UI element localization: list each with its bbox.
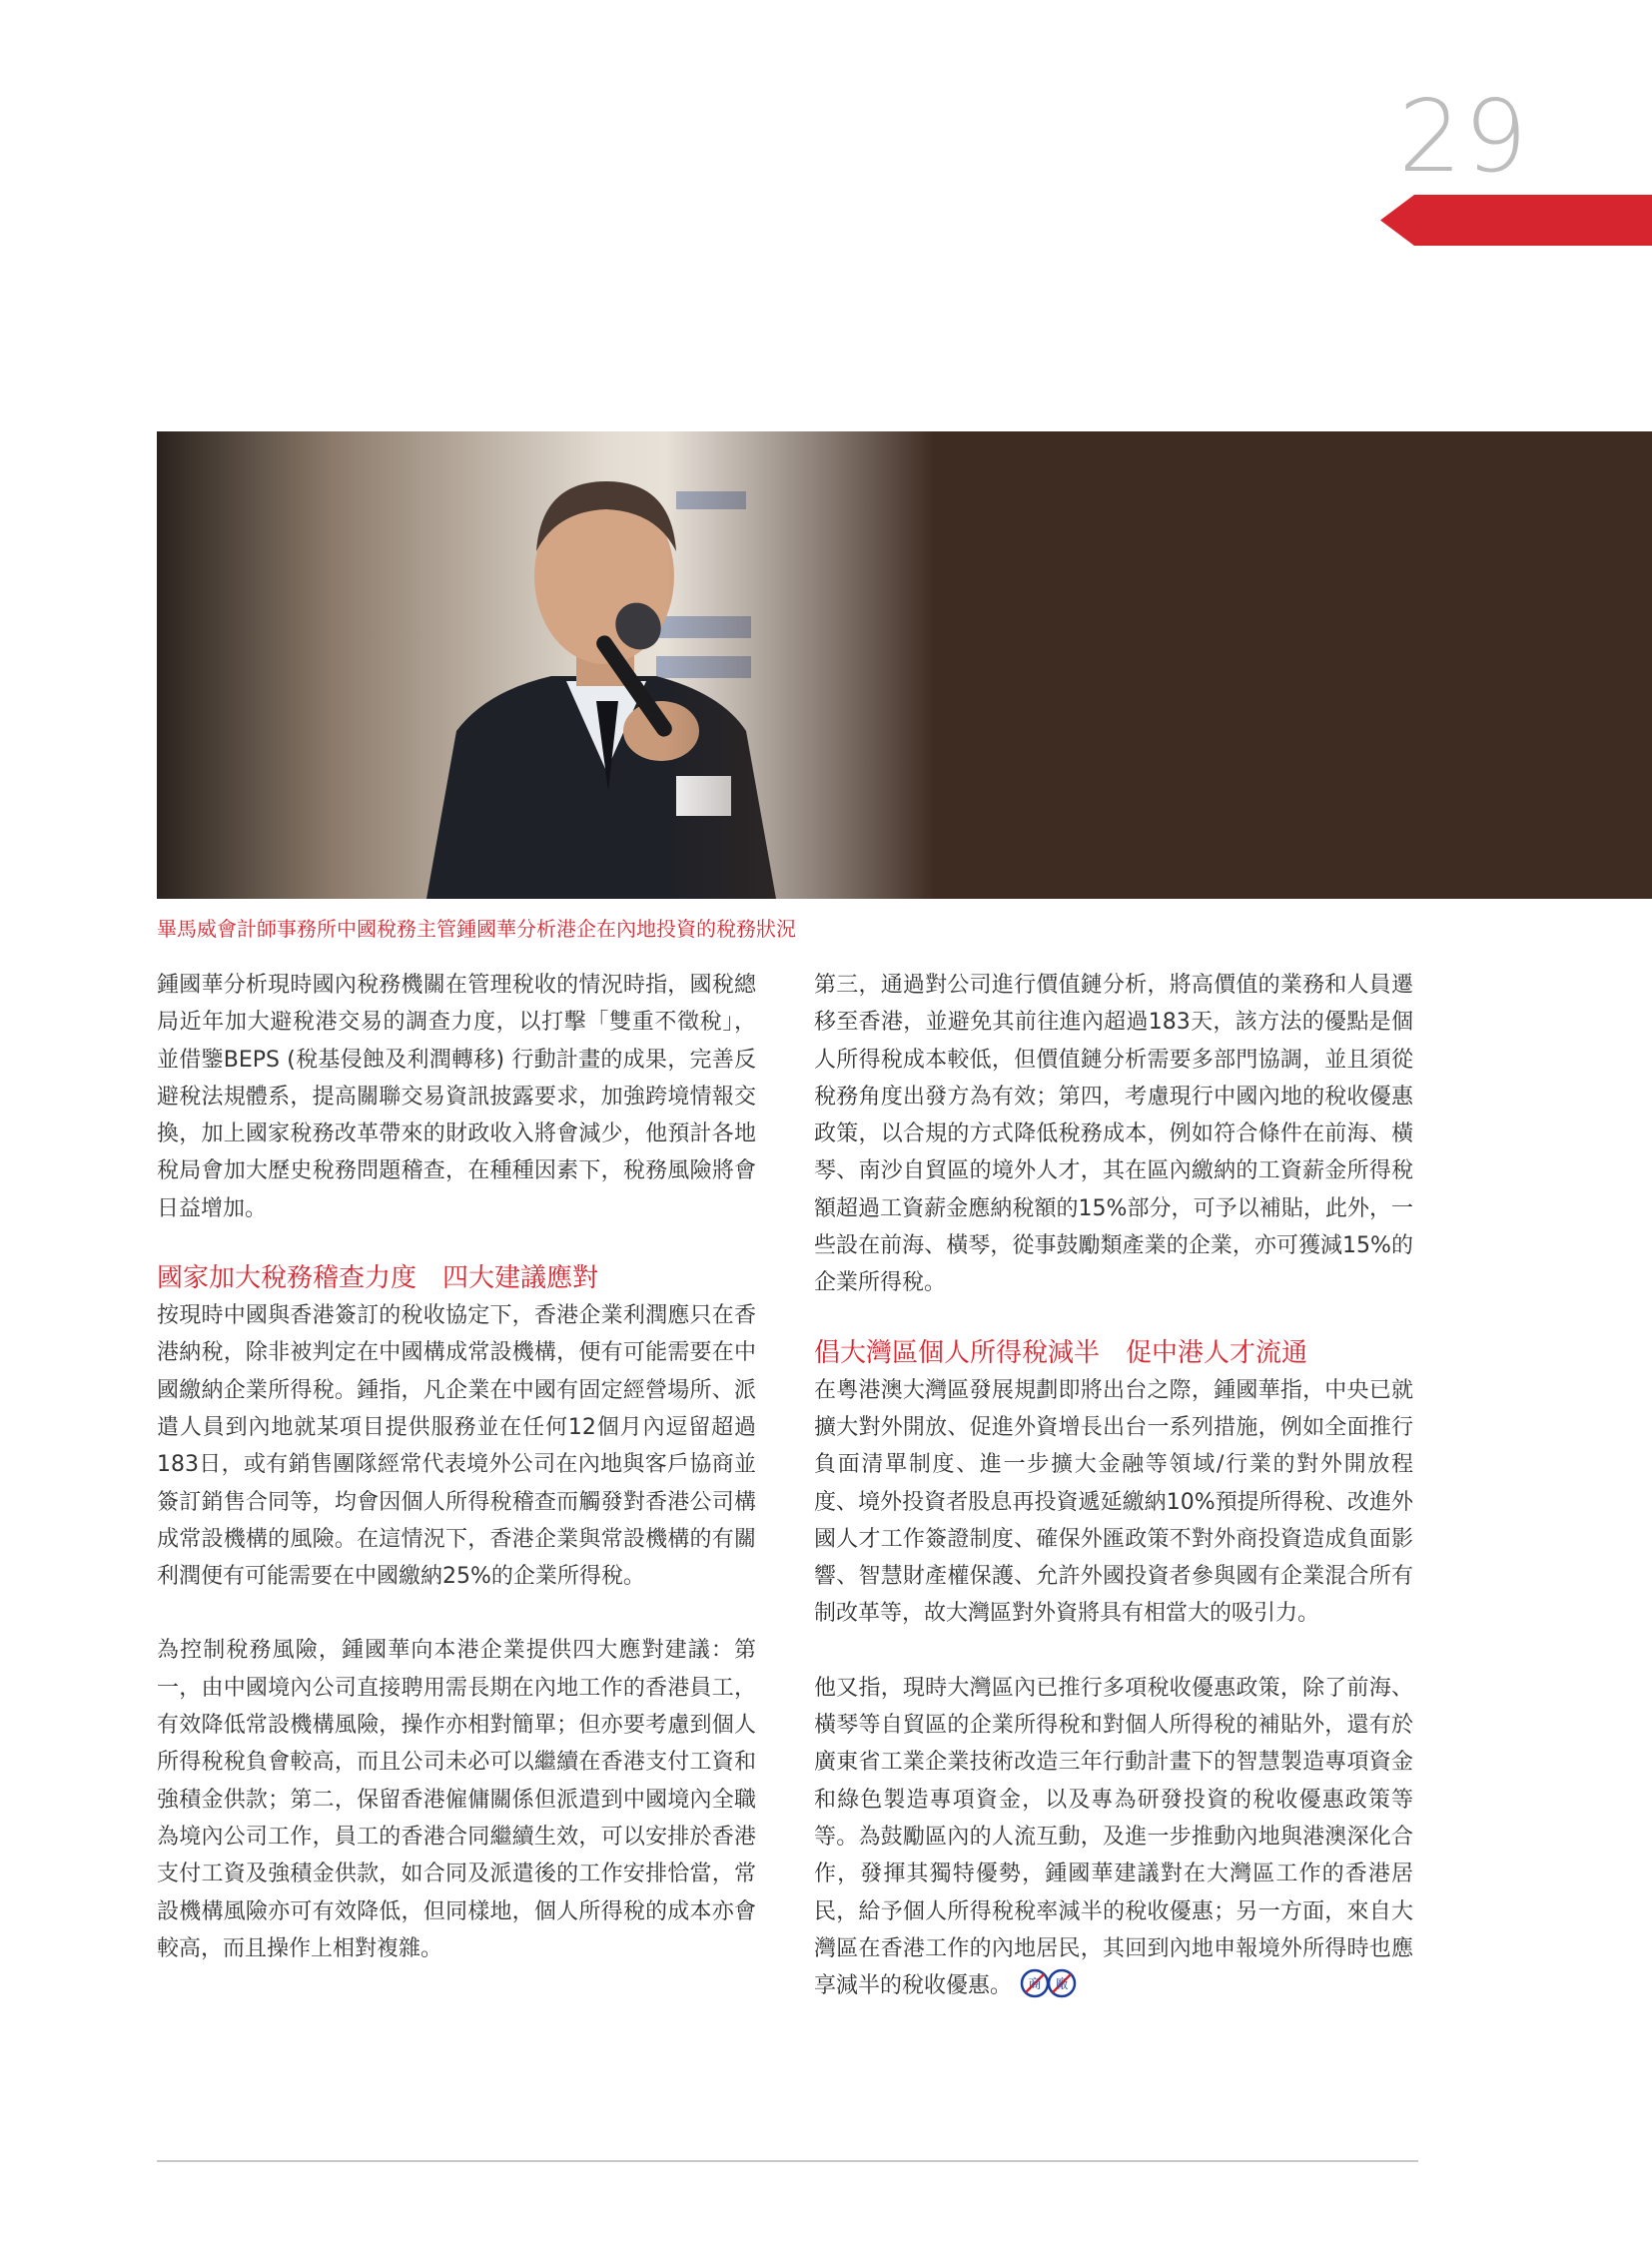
right-column xyxy=(814,967,1413,2004)
footer-rule xyxy=(157,2160,1418,2162)
page-number: 29 xyxy=(1398,78,1530,195)
end-mark-char-2: 廠 xyxy=(1055,1977,1069,1993)
treaty-paragraph: 按現時中國與香港簽訂的稅收協定下，香港企業利潤應只在香港納稅，除非被判定在中國構成常設機構，便有可能需要在中國繳納企業所得稅。鍾指，凡企業在中國有固定經營場所、派遣人員到內地就某項目提供服務並在任何12個月內逗留超過183日，或有銷售團隊經常代表境外公司在內地與客戶協商並簽訂銷售合同等，均會因個人所得稅稽查而觸發對香港公司構成常設機構的風險。在這情況下，香港企業與常設機構的有關利潤便有可能需要在中國繳納25%的企業所得稅。 xyxy=(157,1303,756,1590)
left-column xyxy=(157,967,756,1967)
recommendations-paragraph: 為控制稅務風險，鍾國華向本港企業提供四大應對建議：第一，由中國境內公司直接聘用需長期在內地工作的香港員工，有效降低常設機構風險，操作亦相對簡單；但亦要考慮到個人所得稅稅負會較高，而且公司未必可以繼續在香港支付工資和強積金供款；第二，保留香港僱傭關係但派遣到中國境內全職為境內公司工作，員工的香港合同繼續生效，可以安排於香港支付工資及強積金供款，如合同及派遣後的工作安排恰當，常設機構風險亦可有效降低，但同樣地，個人所得稅的成本亦會較高，而且操作上相對複雜。 xyxy=(157,1638,756,1961)
end-mark-char-1: 商 xyxy=(1028,1977,1042,1993)
speaker-photo xyxy=(157,431,1652,899)
gba-tax-incentive-paragraph xyxy=(814,1670,1413,2005)
photo-caption: 畢馬威會計師事務所中國稅務主管鍾國華分析港企在內地投資的稅務狀況 xyxy=(157,917,796,941)
page-tab-marker xyxy=(1380,195,1652,246)
closing-text: 他又指，現時大灣區內已推行多項稅收優惠政策，除了前海、橫琴等自貿區的企業所得稅和對個人所得稅的補貼外，還有於廣東省工業企業技術改造三年行動計畫下的智慧製造專項資金和綠色製造專項資金，以及專為研發投資的稅收優惠政策等等。為鼓勵區內的人流互動，及進一步推動內地與港澳深化合作，發揮其獨特優勢，鍾國華建議對在大灣區工作的香港居民，給予個人所得稅稅率減半的稅收優惠；另一方面，來自大灣區在香港工作的內地居民，其回到內地申報境外所得時也應享減半的稅收優惠。 xyxy=(814,1675,1413,1999)
intro-paragraph: 鍾國華分析現時國內稅務機關在管理稅收的情況時指，國稅總局近年加大避稅港交易的調查力度，以打擊「雙重不徵稅」，並借鑒BEPS (稅基侵蝕及利潤轉移) 行動計畫的成果，完善反避稅法規體系，提高關聯交易資訊披露要求，加強跨境情報交換，加上國家稅務改革帶來的財政收入將會減少，他預計各地稅局會加大歷史稅務問題稽查，在種種因素下，稅務風險將會日益增加。 xyxy=(157,973,756,1221)
end-mark-logo xyxy=(1020,1967,1078,1999)
value-chain-paragraph: 第三，通過對公司進行價值鏈分析，將高價值的業務和人員遷移至香港，並避免其前往進內超過183天，該方法的優點是個人所得稅成本較低，但價值鏈分析需要多部門協調，並且須從稅務角度出發方為有效；第四，考慮現行中國內地的稅收優惠政策，以合規的方式降低稅務成本，例如符合條件在前海、橫琴、南沙自貿區的境外人才，其在區內繳納的工資薪金所得稅額超過工資薪金應納稅額的15%部分，可予以補貼，此外，一些設在前海、橫琴，從事鼓勵類產業的企業，亦可獲減15%的企業所得稅。 xyxy=(814,973,1413,1296)
section-heading-greater-bay-area: 倡大灣區個人所得稅減半 促中港人才流通 xyxy=(814,1337,1308,1368)
gba-policy-paragraph: 在粵港澳大灣區發展規劃即將出台之際，鍾國華指，中央已就擴大對外開放、促進外資增長出台一系列措施，例如全面推行負面清單制度、進一步擴大金融等領域/行業的對外開放程度、境外投資者股息再投資遞延繳納10%預提所得稅、改進外國人才工作簽證制度、確保外匯政策不對外商投資造成負面影響、智慧財產權保護、允許外國投資者參與國有企業混合所有制改革等，故大灣區對外資將具有相當大的吸引力。 xyxy=(814,1377,1413,1627)
section-heading-tax-audit: 國家加大稅務稽查力度 四大建議應對 xyxy=(157,1263,599,1294)
